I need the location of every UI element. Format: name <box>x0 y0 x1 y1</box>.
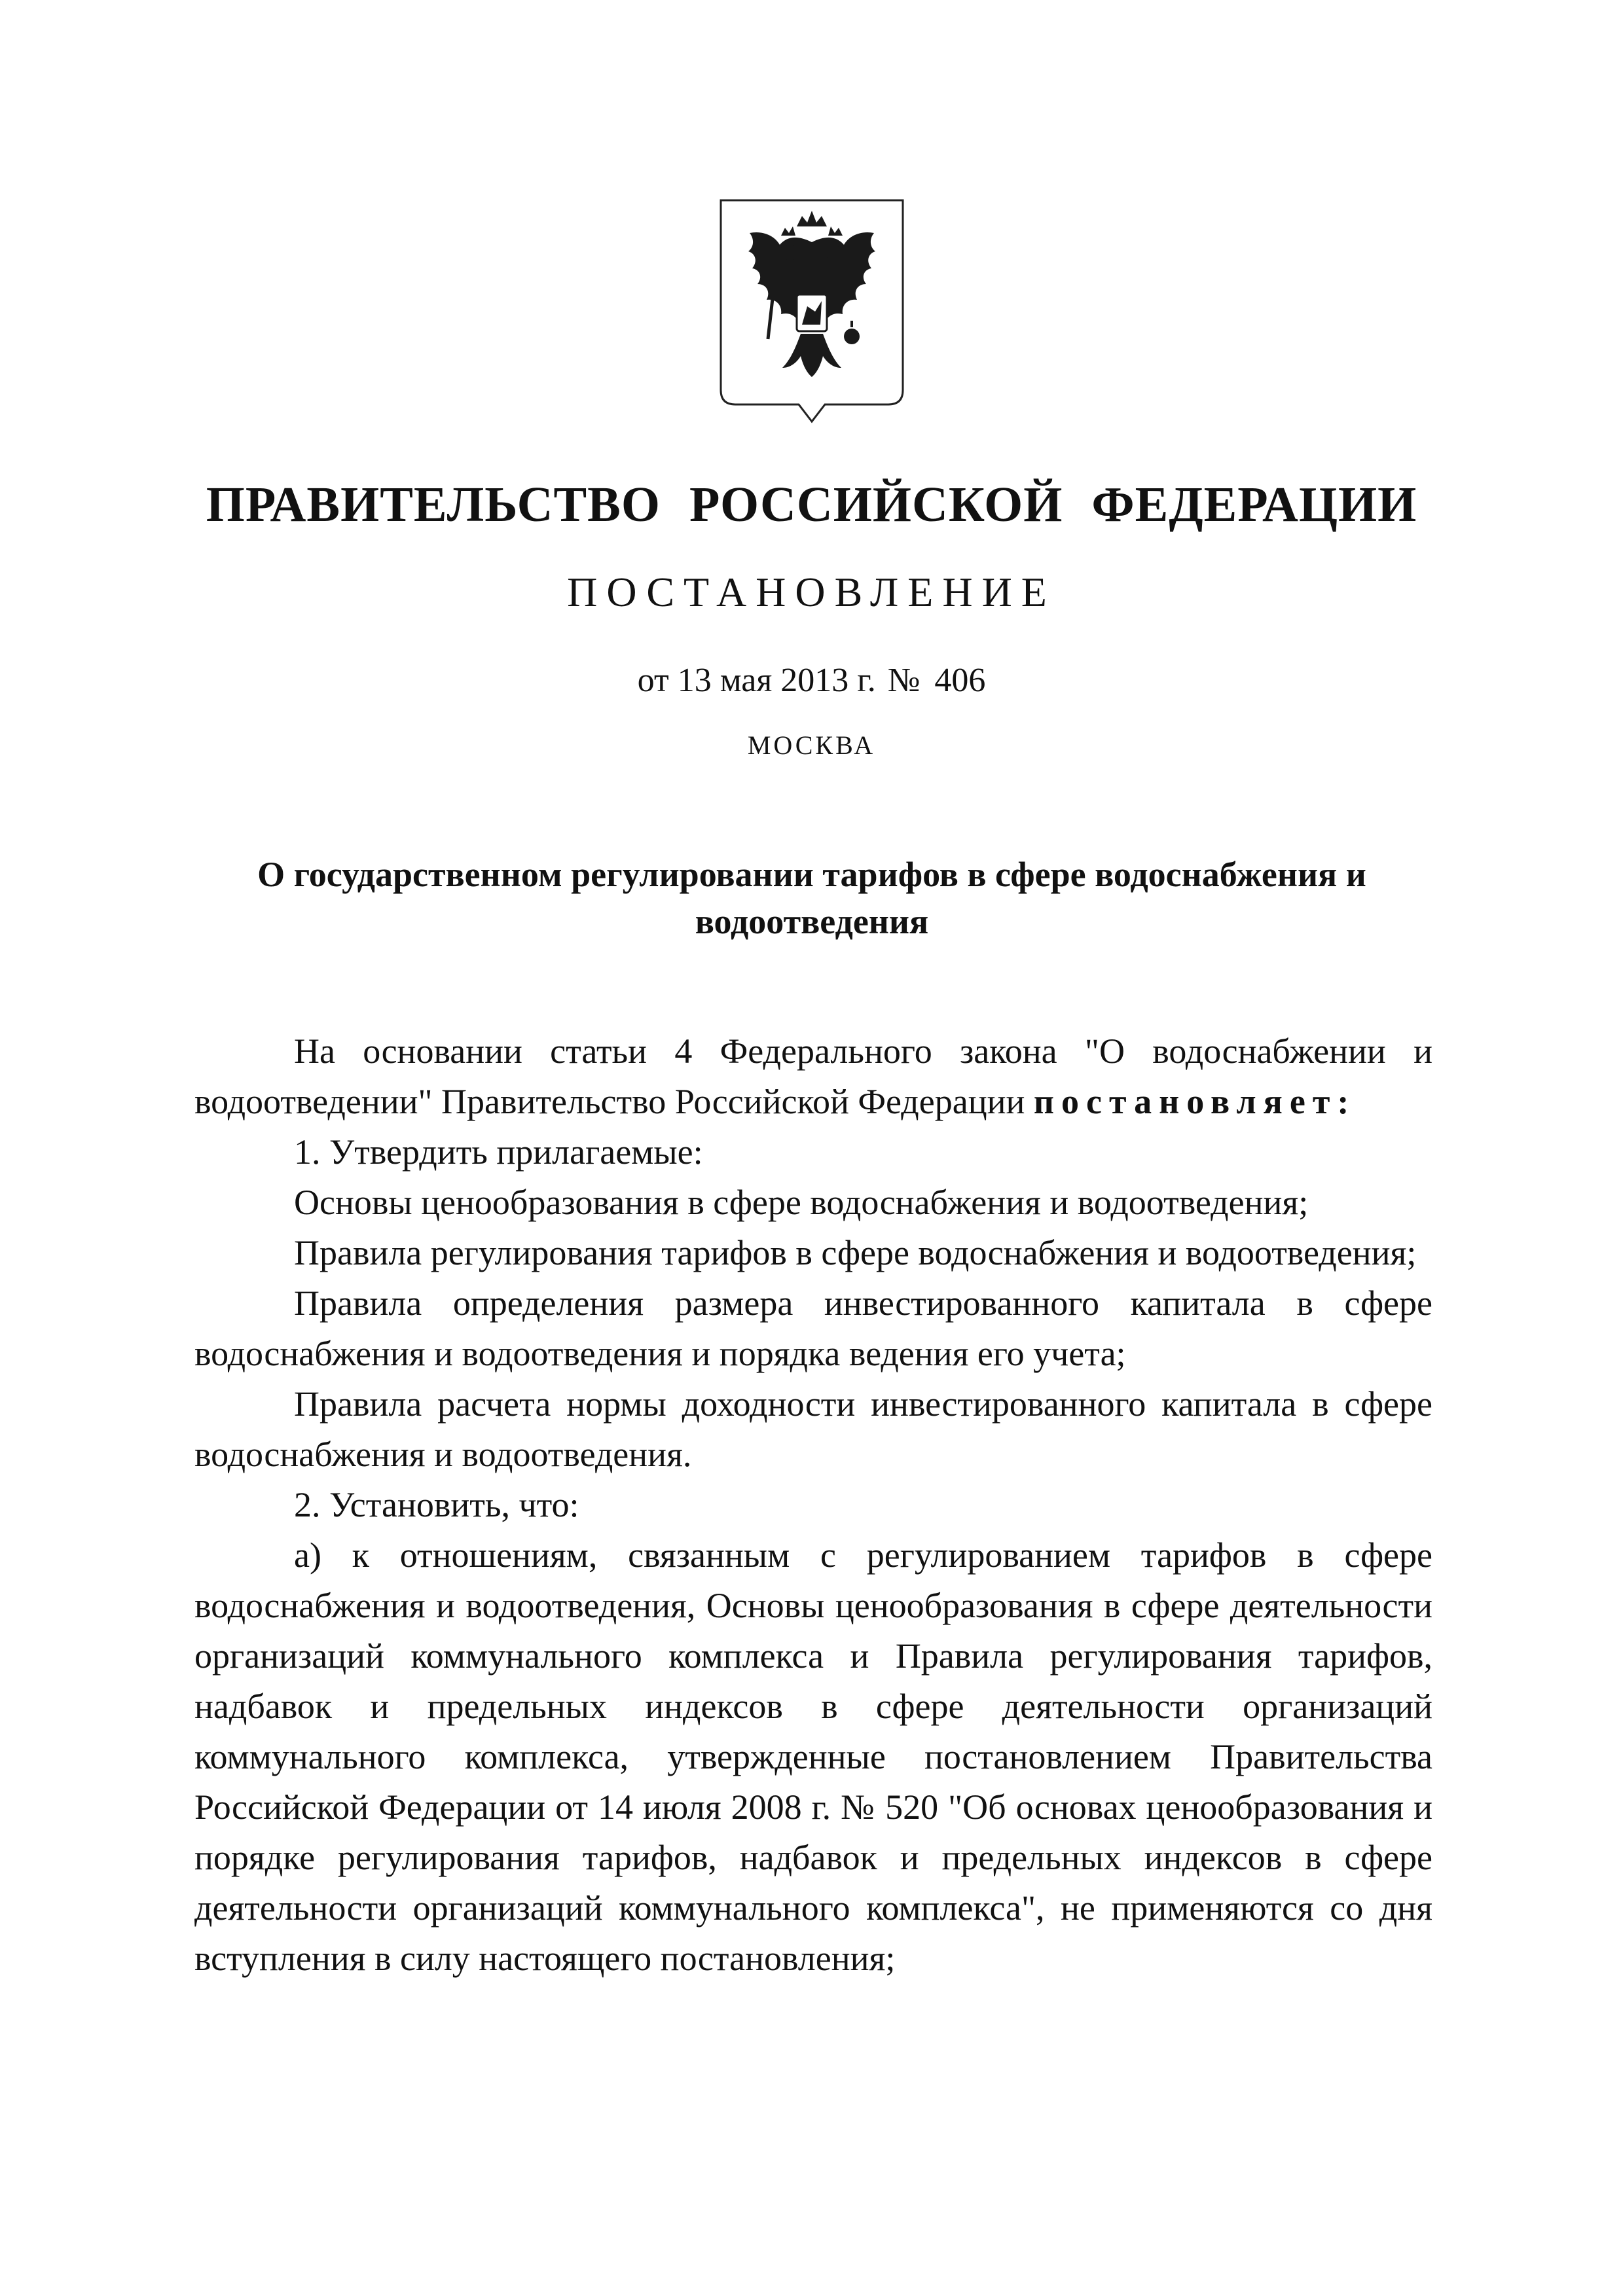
body-paragraph: Правила регулирования тарифов в сфере водоснабжения и водоотведения; <box>294 1233 1417 1272</box>
document-number: 406 <box>934 662 986 699</box>
document-date: от 13 мая 2013 г. <box>637 662 876 699</box>
date-and-number <box>0 661 1623 700</box>
city: МОСКВА <box>747 730 876 760</box>
organization-word: ФЕДЕРАЦИИ <box>1091 477 1417 532</box>
body-paragraph: Правила определения размера инвестированного капитала в сфере водоснабжения и водоотведения и порядка ведения его учета; <box>194 1283 1432 1373</box>
body-paragraph: 2. Установить, что: <box>294 1485 579 1524</box>
body-paragraph: Основы ценообразования в сфере водоснабжения и водоотведения; <box>294 1183 1309 1222</box>
document-body <box>194 1026 1432 1984</box>
russian-coat-of-arms-icon <box>717 196 907 432</box>
document-title: О государственном регулировании тарифов в сфере водоснабжения и водоотведения <box>257 855 1366 941</box>
body-paragraph: Правила расчета нормы доходности инвестированного капитала в сфере водоснабжения и водоотведения. <box>194 1384 1432 1474</box>
document-type: ПОСТАНОВЛЕНИЕ <box>567 569 1056 615</box>
organization-word: ПРАВИТЕЛЬСТВО <box>206 477 661 532</box>
body-paragraph: 1. Утвердить прилагаемые: <box>294 1132 703 1172</box>
number-sign: № <box>887 662 921 699</box>
organization-name <box>0 476 1623 533</box>
organization-word: РОССИЙСКОЙ <box>689 477 1063 532</box>
body-paragraph: а) к отношениям, связанным с регулированием тарифов в сфере водоснабжения и водоотведения, Основы ценообразования в сфере деятельности организаций коммунального комплекса и Правила регулирования тарифов, надбавок и предельных индексов в сфере деятельности организаций коммунального комплекса, утвержденные постановлением Правительства Российской Федерации от 14 июля 2008 г. № 520 "Об основах ценообразования и порядке регулирования тарифов, надбавок и предельных индексов в сфере деятельности организаций коммунального комплекса", не применяются со дня вступления в силу настоящего постановления; <box>194 1535 1432 1978</box>
resolves-word: постановляет: <box>1033 1082 1357 1121</box>
intro-paragraph <box>194 1026 1432 1127</box>
intro-text: На основании статьи 4 Федерального закона "О водоснабжении и водоотведении" Правительство Российской Федерации <box>194 1031 1432 1121</box>
